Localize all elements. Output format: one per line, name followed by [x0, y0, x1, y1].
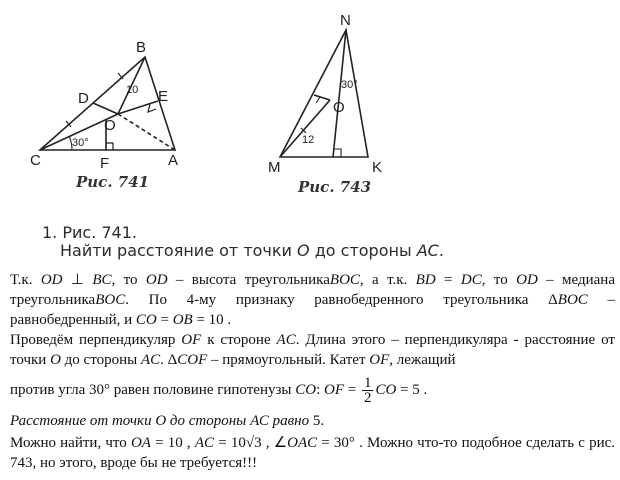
text: Т.к. [10, 272, 41, 288]
answer-value: 5. [312, 413, 325, 429]
problem-task [60, 242, 444, 260]
text: , то [481, 272, 517, 288]
label-o-743: O [333, 99, 345, 116]
math: DC [460, 272, 482, 288]
label-n: N [340, 12, 351, 29]
math: OD [40, 272, 63, 288]
right-angle-e [148, 104, 156, 112]
math: BC [92, 272, 112, 288]
solution-paragraph-3 [10, 376, 615, 405]
math: AC [194, 435, 215, 451]
text: – медиана треугольника [10, 272, 615, 308]
text: Проведём перпендикуляр [10, 332, 182, 348]
text: . Длина этого – перпендикуляра - расстояние от точки [10, 332, 615, 368]
math: OD [516, 272, 538, 288]
label-angle-30: 30° [72, 137, 89, 149]
label-e: E [158, 88, 169, 105]
text: , лежащий [389, 352, 456, 368]
text: : [316, 381, 324, 398]
math: OF [369, 352, 390, 368]
label-o: O [104, 117, 116, 134]
math: BOC [329, 272, 360, 288]
task-text-3: . [438, 241, 444, 260]
math: COF [177, 352, 208, 368]
text: Можно найти, что [10, 435, 131, 451]
math-symbol: Δ [548, 292, 558, 308]
math: AC [276, 332, 296, 348]
task-point: О [297, 241, 310, 260]
label-angle-30-743: 30° [341, 79, 358, 91]
label-f: F [100, 155, 110, 172]
math: CO [295, 381, 317, 398]
triangle-abc [40, 57, 175, 150]
math: BOC [557, 292, 588, 308]
task-side: АС [416, 241, 439, 260]
math: AC [140, 352, 161, 368]
text: . Δ [160, 352, 178, 368]
math-symbol: = [344, 381, 360, 398]
problem-heading: 1. Рис. 741. [42, 223, 137, 242]
label-a: A [168, 152, 179, 169]
label-length-12: 12 [302, 134, 315, 146]
math: OA [130, 435, 151, 451]
math: OF [324, 381, 344, 398]
label-m: M [268, 159, 281, 176]
triangle-mnk [280, 30, 368, 157]
math: OB [172, 312, 193, 328]
math: CO [375, 381, 397, 398]
math-symbol: = 10 , [150, 435, 195, 451]
math-symbol: = 10 . [192, 312, 232, 328]
text: до стороны [60, 352, 141, 368]
label-c: C [30, 152, 41, 169]
solution-paragraph-1 [10, 270, 615, 330]
caption-fig741: Рис. 741 [76, 173, 150, 191]
solution-text [10, 270, 615, 473]
math: CO [135, 312, 157, 328]
math-symbol: = 5 . [396, 381, 428, 398]
text: = 30° . Можно что-то подобное сделать с рис. 743, но этого, вроде бы не требуется!!! [10, 435, 616, 471]
math-symbol: = [156, 312, 173, 328]
text: – высота треугольника [167, 272, 330, 288]
text: , а т.к. [359, 272, 416, 288]
text: против угла 30° равен половине гипотенузы [10, 381, 296, 398]
math: BOC [95, 292, 126, 308]
solution-paragraph-2 [10, 330, 615, 370]
text: – равнобедренный, и [10, 292, 615, 328]
math: OAC [287, 435, 318, 451]
text: – прямоугольный. Катет [207, 352, 370, 368]
fraction-denominator: 2 [363, 390, 372, 406]
fraction-numerator: 1 [363, 375, 372, 391]
math: BD [415, 272, 436, 288]
segment-no [333, 30, 346, 157]
right-angle-f [106, 143, 113, 150]
math-symbol: ⊥ [62, 272, 93, 288]
fraction-one-half [362, 376, 374, 405]
task-text-2: до стороны [309, 241, 417, 260]
text: . По 4-му признаку равнобедренного треугольника [125, 292, 549, 308]
segment-od [93, 103, 118, 114]
caption-fig743: Рис. 743 [298, 178, 372, 196]
label-d: D [78, 90, 89, 107]
answer-text: Расстояние от точки О до стороны АС равно [10, 413, 313, 429]
figure-743 [280, 30, 368, 157]
solution-paragraph-4 [10, 433, 615, 473]
math-symbol: = 10√3 , ∠ [214, 435, 288, 451]
figure-741 [40, 57, 175, 150]
math: OF [181, 332, 202, 348]
text: , то [111, 272, 146, 288]
task-text-1: Найти расстояние от точки [60, 241, 298, 260]
text: к стороне [201, 332, 277, 348]
label-b: B [136, 39, 147, 56]
answer-line [10, 411, 615, 431]
math-symbol: = [435, 272, 461, 288]
label-length-10: 10 [126, 84, 139, 96]
math: OD [145, 272, 168, 288]
segment-oa-dashed [118, 114, 175, 150]
label-k: K [372, 159, 383, 176]
math: O [50, 352, 61, 368]
